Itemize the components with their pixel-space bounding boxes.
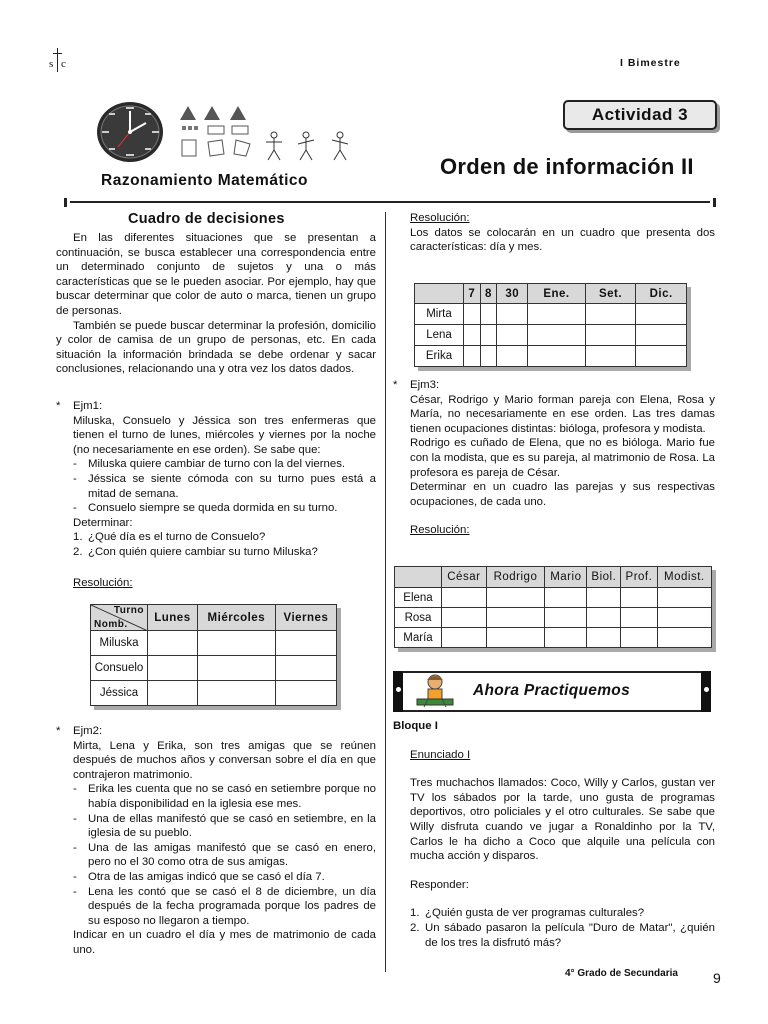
question-number: 2.: [73, 545, 83, 558]
resolution-2: [410, 211, 715, 255]
clue-item: Miluska quiere cambiar de turno con la del viernes.: [88, 458, 346, 471]
shift-decision-table: [90, 604, 337, 706]
bullet-marker: *: [56, 725, 61, 737]
table-cell: [275, 681, 336, 706]
table-cell: [585, 304, 636, 325]
determinar-label: Determinar:: [73, 516, 133, 529]
column-header: Biol.: [587, 567, 621, 588]
table-cell: [275, 631, 336, 656]
column-header: Prof.: [621, 567, 657, 588]
row-header: Mirta: [415, 304, 464, 325]
date-decision-table: [414, 283, 687, 367]
column-separator: [385, 212, 386, 972]
table-cell: [197, 656, 275, 681]
table-cell: [480, 346, 497, 367]
table-cell: [486, 588, 545, 608]
bullet-marker: *: [56, 400, 61, 412]
page-title: Orden de información II: [440, 154, 694, 179]
example-text: Miluska, Consuelo y Jéssica son tres enfermeras que tienen el turno de lunes, miércoles y viernes por la noche (no necesariamente en ese orden). Se sabe que:: [73, 414, 376, 456]
resolution-label: Resolución:: [410, 524, 470, 537]
row-header: María: [395, 628, 442, 648]
school-logo: [48, 48, 72, 74]
stick-figures-illustration: [262, 130, 357, 164]
statement-title: Enunciado I: [410, 748, 471, 761]
column-header: Viernes: [275, 605, 336, 631]
clock-illustration: [96, 101, 168, 163]
table-cell: [148, 656, 198, 681]
example-3: [393, 378, 715, 538]
resolution-text: Los datos se colocarán en un cuadro que presenta dos características: día y mes.: [410, 226, 715, 254]
example-1: * Ejm1: Miluska, Consuelo y Jéssica son tres enfermeras que tienen el turno de lunes, miércoles y viernes por la noche (no necesariamente en ese orden). Se sabe que: - Miluska quiere cambiar de turno con la del viernes. - Jéssica se siente cómoda con su turno pues está a mitad de semana. - Consuelo siempre se queda dormida en su turno. Determinar: 1. ¿Qué día es el turno de Consuelo? 2. ¿Con quién quiere cambiar su turno Miluska? Resolución:: [56, 400, 376, 589]
table-cell: [442, 608, 487, 628]
example-label: Ejm1:: [73, 400, 103, 412]
column-header: Modist.: [657, 567, 711, 588]
column-header: Lunes: [148, 605, 198, 631]
practice-title: Ahora Practiquemos: [473, 682, 630, 699]
table-cell: [657, 588, 711, 608]
table-cell: [621, 608, 657, 628]
header-divider: [64, 198, 716, 206]
example-label: Ejm3:: [410, 379, 440, 391]
student-icon: [413, 672, 457, 710]
clue-item: Una de las amigas manifestó que se casó en enero, pero no el 30 como otra de sus amigas.: [88, 841, 376, 869]
clue-item: Jéssica se siente cómoda con su turno pues está a mitad de semana.: [88, 472, 376, 500]
example-text: Rodrigo es cuñado de Elena, que no es bióloga. Mario fue con la modista, que es su pareja, al matrimonio de Rosa. La profesora es pareja de César.: [410, 437, 715, 479]
corner-label-top: Turno: [113, 605, 144, 616]
question-number: 1.: [410, 907, 420, 920]
column-header: Dic.: [636, 284, 687, 304]
table-cell: [636, 325, 687, 346]
table-cell: [497, 325, 528, 346]
page-number: 9: [713, 970, 721, 986]
table-cell: [545, 608, 587, 628]
table-cell: [528, 304, 585, 325]
clue-item: Consuelo siempre se queda dormida en su turno.: [88, 502, 338, 515]
intro-text: [56, 231, 376, 377]
table-cell: [497, 304, 528, 325]
row-header: Elena: [395, 588, 442, 608]
column-header: Mario: [545, 567, 587, 588]
resolution-label: Resolución:: [410, 212, 470, 224]
table-cell: [464, 346, 481, 367]
table-cell: [587, 588, 621, 608]
table-cell: [636, 304, 687, 325]
row-header: Consuelo: [91, 656, 148, 681]
section-title: Cuadro de decisiones: [128, 211, 285, 227]
table-cell: [464, 304, 481, 325]
table-cell: [442, 588, 487, 608]
table-cell: [486, 628, 545, 648]
column-header: Miércoles: [197, 605, 275, 631]
table-cell: [528, 325, 585, 346]
question-number: 2.: [410, 921, 420, 934]
table-cell: [464, 325, 481, 346]
row-header: Rosa: [395, 608, 442, 628]
row-header: Jéssica: [91, 681, 148, 706]
column-header: Ene.: [528, 284, 585, 304]
table-cell: [587, 628, 621, 648]
statement-text: Tres muchachos llamados: Coco, Willy y Carlos, gustan ver TV los sábados por la tarde, uno gusta de programas deportivos, otro policiales y el otro culturales. Se sabe que Willy disfruta cuando ve jugar a Ronaldinho por la TV, Carlos le ha dicho a Coco que alquile una película con mucha acción y disparos.: [410, 777, 715, 863]
example-text: César, Rodrigo y Mario forman pareja con Elena, Rosa y María, no necesariamente en ese orden. Las tres damas tienen ocupaciones distintas: bióloga, profesora y modista.: [410, 393, 715, 435]
column-header: Rodrigo: [486, 567, 545, 588]
table-cell: [275, 656, 336, 681]
row-header: Erika: [415, 346, 464, 367]
clue-item: Otra de las amigas indicó que se casó el día 7.: [88, 870, 325, 883]
table-cell: [585, 346, 636, 367]
table-cell: [442, 628, 487, 648]
activity-badge: Actividad 3: [563, 100, 717, 130]
example-text: Determinar en un cuadro las parejas y sus respectivas ocupaciones, de cada uno.: [410, 481, 715, 508]
clue-item: Una de ellas manifestó que se casó en setiembre, en la iglesia de su pueblo.: [88, 812, 376, 840]
intro-paragraph: También se puede buscar determinar la profesión, domicilio y color de camisa de un grupo de personas, etc. En cada situación la información brindada se debe ordenar y sacar conclusiones, relacionando una y otra vez los datos dados.: [56, 319, 376, 376]
table-cell: [657, 608, 711, 628]
clue-item: Lena les contó que se casó el 8 de diciembre, un día después de la fecha programada porque los padres de su esposo no llegaron a tiempo.: [88, 885, 376, 927]
table-corner-cell: [415, 284, 464, 304]
bimestre-label: I Bimestre: [620, 57, 681, 69]
table-cell: [636, 346, 687, 367]
logo-letter-s: s: [49, 58, 54, 70]
example-text: Mirta, Lena y Erika, son tres amigas que se reúnen después de muchos años y conversan sobre el día en que contrajeron matrimonio.: [73, 739, 376, 781]
table-cell: [148, 631, 198, 656]
table-cell: [545, 628, 587, 648]
question-text: ¿Quién gusta de ver programas culturales?: [425, 907, 645, 920]
bullet-marker: *: [393, 379, 398, 391]
table-cell: [621, 588, 657, 608]
table-cell: [197, 631, 275, 656]
intro-paragraph: En las diferentes situaciones que se presentan a continuación, se busca establecer una correspondencia entre un determinado conjunto de sujetos y una o más características que se le pueden asociar. Por ejemplo, hay que buscar determinar que color de auto o marca, tienen un grupo de personas.: [56, 232, 376, 317]
table-cell: [545, 588, 587, 608]
question-number: 1.: [73, 531, 83, 544]
row-header: Miluska: [91, 631, 148, 656]
question-text: ¿Con quién quiere cambiar su turno Miluska?: [88, 545, 318, 558]
table-cell: [497, 346, 528, 367]
question-text: ¿Qué día es el turno de Consuelo?: [88, 531, 266, 544]
example-2: * Ejm2: Mirta, Lena y Erika, son tres amigas que se reúnen después de muchos años y conversan sobre el día en que contrajeron matrimonio. - Erika les cuenta que no se casó en setiembre porque no había disponibilidad en la iglesia ese mes. - Una de ellas manifestó que se casó en setiembre, en la iglesia de su pueblo. - Una de las amigas manifestó que se casó en enero, pero no el 30 como otra de sus amigas. - Otra de las amigas indicó que se casó el día 7. - Lena les contó que se casó el 8 de diciembre, un día después de la fecha programada porque los padres de su esposo no llegaron a tiempo. Indicar en un cuadro el día y mes de matrimonio de cada uno.: [56, 725, 376, 956]
table-corner-cell: [91, 605, 148, 631]
footer-grade: 4° Grado de Secundaria: [565, 968, 678, 979]
example-closing: Indicar en un cuadro el día y mes de matrimonio de cada uno.: [73, 929, 376, 956]
row-header: Lena: [415, 325, 464, 346]
practice-banner: [393, 671, 711, 712]
table-cell: [480, 325, 497, 346]
table-cell: [197, 681, 275, 706]
table-cell: [528, 346, 585, 367]
example-label: Ejm2:: [73, 725, 103, 737]
resolution-label: Resolución:: [73, 576, 133, 589]
practice-block: [393, 719, 715, 950]
couples-decision-table: [394, 566, 712, 648]
table-cell: [486, 608, 545, 628]
table-cell: [585, 325, 636, 346]
table-cell: [480, 304, 497, 325]
column-header: 30: [497, 284, 528, 304]
corner-label-bottom: Nomb.: [94, 619, 128, 630]
table-cell: [657, 628, 711, 648]
question-text: Un sábado pasaron la película "Duro de Matar", ¿quién de los tres la disfrutó más?: [425, 921, 715, 949]
table-corner-cell: [395, 567, 442, 588]
clue-item: Erika les cuenta que no se casó en setiembre porque no había disponibilidad en la iglesia ese mes.: [88, 783, 376, 810]
subject-title: Razonamiento Matemático: [101, 172, 309, 189]
table-cell: [587, 608, 621, 628]
column-header: César: [442, 567, 487, 588]
column-header: 7: [464, 284, 481, 304]
respond-label: Responder:: [410, 878, 469, 891]
puzzle-shapes-illustration: [178, 104, 260, 162]
column-header: 8: [480, 284, 497, 304]
table-cell: [148, 681, 198, 706]
table-cell: [621, 628, 657, 648]
column-header: Set.: [585, 284, 636, 304]
logo-letter-c: c: [61, 58, 66, 70]
block-title: Bloque I: [393, 720, 438, 732]
